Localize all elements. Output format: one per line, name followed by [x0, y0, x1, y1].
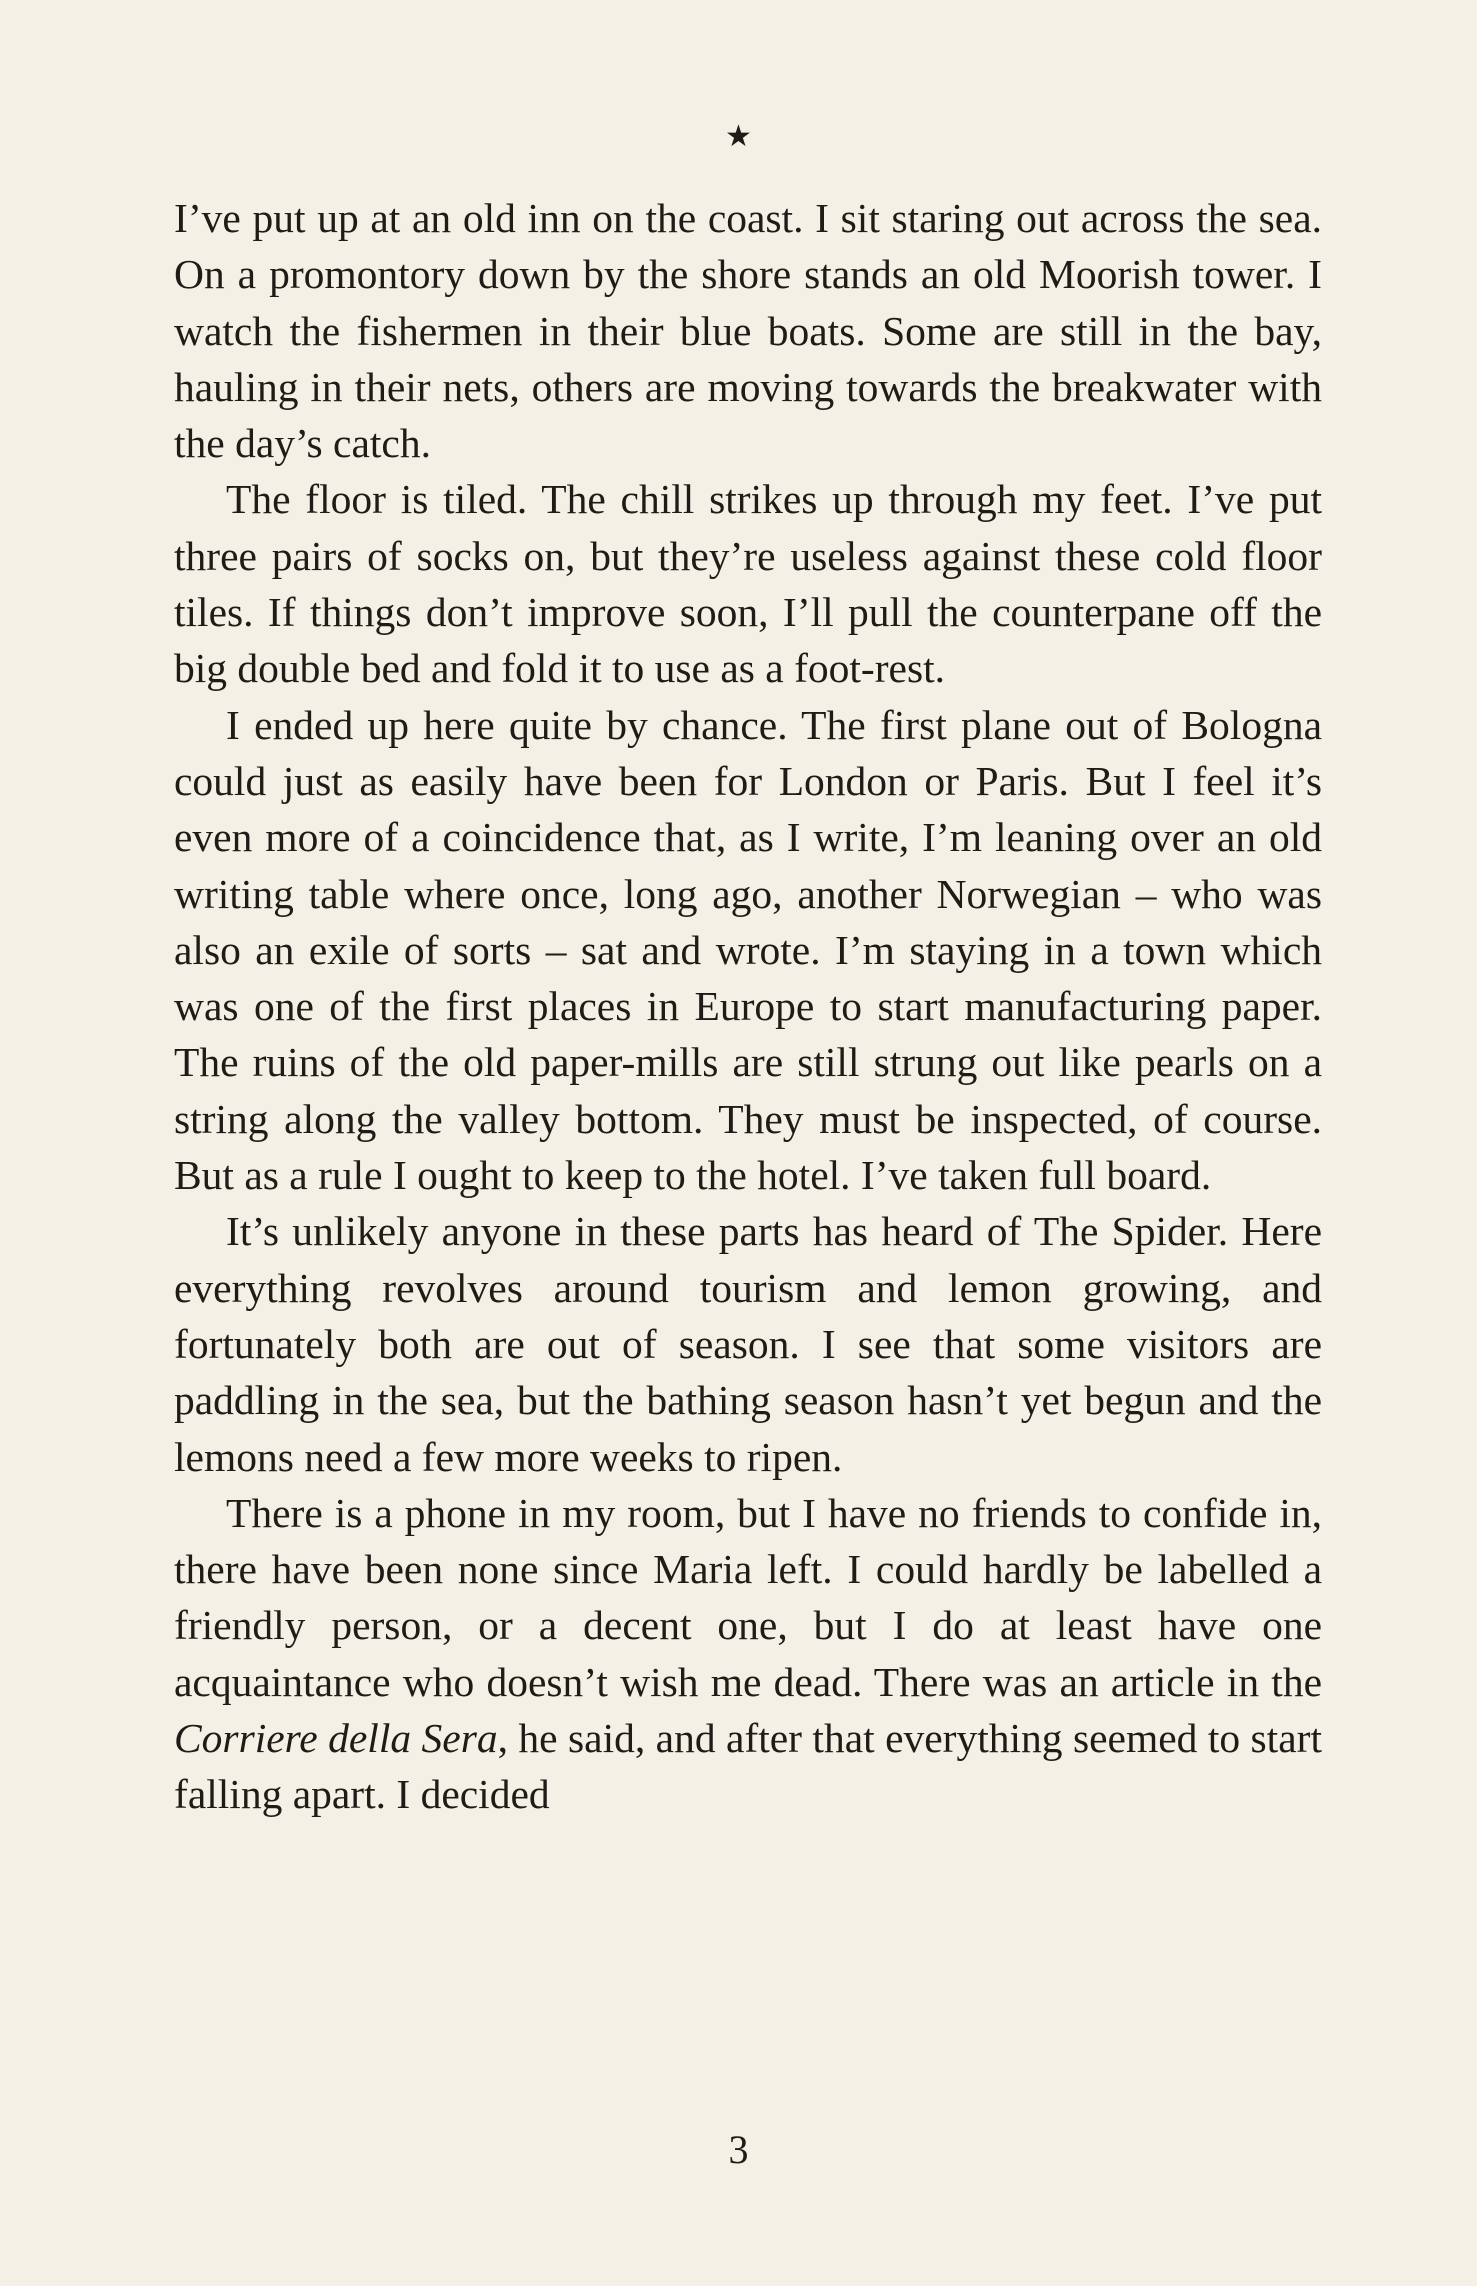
paragraph-4-text: It’s unlikely anyone in these parts has heard of The Spider. Here everything revolves around tourism and lemon growing, and fortunately both are out of season. I see that some visitors are paddling in the sea, but the bathing season hasn’t yet begun and the lemons need a few more weeks to ripen. [174, 1208, 1322, 1480]
paragraph-1 [174, 190, 1322, 471]
paragraph-5 [174, 1485, 1322, 1823]
paragraph-3 [174, 697, 1322, 1204]
paragraph-4 [174, 1203, 1322, 1484]
paragraph-2-text: The floor is tiled. The chill strikes up through my feet. I’ve put three pairs of socks on, but they’re useless against these cold floor tiles. If things don’t improve soon, I’ll pull the counterpane off the big double bed and fold it to use as a foot-rest. [174, 476, 1322, 692]
section-break-star: ★ [725, 119, 752, 154]
paragraph-5-text-after: , he said, and after that everything seemed to start falling apart. I decided [174, 1715, 1322, 1818]
paragraph-3-text: I ended up here quite by chance. The first plane out of Bologna could just as easily have been for London or Paris. But I feel it’s even more of a coincidence that, as I write, I’m leaning over an old writing table where once, long ago, another Norwegian – who was also an exile of sorts – sat and wrote. I’m staying in a town which was one of the first places in Europe to start manufacturing paper. The ruins of the old paper-mills are still strung out like pearls on a string along the valley bottom. They must be inspected, of course. But as a rule I ought to keep to the hotel. I’ve taken full board. [174, 701, 1322, 1199]
paragraph-1-text: I’ve put up at an old inn on the coast. I sit staring out across the sea. On a promontory down by the shore stands an old Moorish tower. I watch the fishermen in their blue boats. Some are still in the bay, hauling in their nets, others are moving towards the breakwater with the day’s catch. [174, 195, 1322, 467]
paragraph-2 [174, 471, 1322, 696]
page-number: 3 [728, 2127, 749, 2172]
body-text [174, 190, 1322, 1823]
newspaper-title: Corriere della Sera [174, 1715, 498, 1762]
paragraph-5-text-before: There is a phone in my room, but I have no friends to confide in, there have been none since Maria left. I could hardly be labelled a friendly person, or a decent one, but I do at least have one acquaintance who doesn’t wish me dead. There was an article in the [174, 1489, 1322, 1705]
